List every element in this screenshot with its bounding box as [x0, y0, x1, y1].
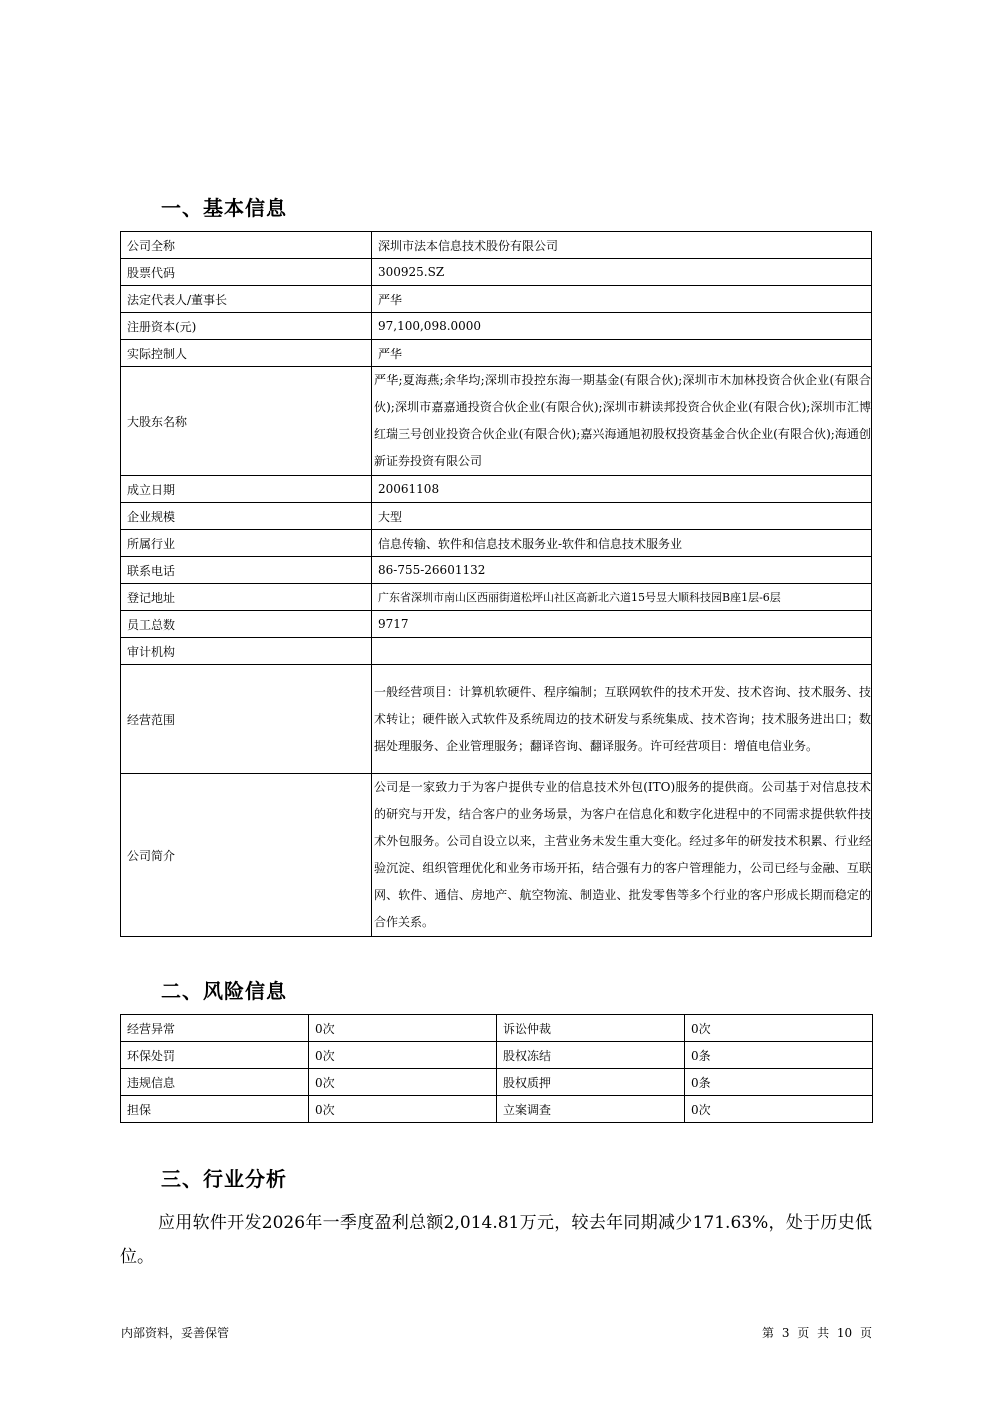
table-row: [121, 774, 872, 937]
table-row: [121, 1015, 873, 1042]
risk-value: 0次: [309, 1069, 497, 1096]
risk-label: 违规信息: [121, 1069, 309, 1096]
industry-analysis-text: 应用软件开发2026年一季度盈利总额2,014.81万元，较去年同期减少171.63%，处于历史低位。: [120, 1213, 872, 1267]
risk-value: 0次: [309, 1015, 497, 1042]
table-row: [121, 1069, 873, 1096]
row-label: 实际控制人: [121, 340, 372, 367]
risk-value: 0条: [685, 1042, 873, 1069]
table-row: [121, 530, 872, 557]
row-label: 成立日期: [121, 476, 372, 503]
row-label: 法定代表人/董事长: [121, 286, 372, 313]
row-value: 严华: [372, 286, 872, 313]
row-value: 20061108: [372, 476, 872, 503]
risk-label: 诉讼仲裁: [497, 1015, 685, 1042]
row-label: 公司全称: [121, 232, 372, 259]
table-row: [121, 584, 872, 611]
row-value: 严华: [372, 340, 872, 367]
row-label: 登记地址: [121, 584, 372, 611]
row-value: 97,100,098.0000: [372, 313, 872, 340]
risk-label: 环保处罚: [121, 1042, 309, 1069]
row-value: [372, 638, 872, 665]
table-row: [121, 476, 872, 503]
row-value: 广东省深圳市南山区西丽街道松坪山社区高新北六道15号昱大顺科技园B座1层-6层: [372, 584, 872, 611]
risk-value: 0次: [685, 1096, 873, 1123]
row-label: 经营范围: [121, 665, 372, 774]
row-label: 企业规模: [121, 503, 372, 530]
risk-label: 股权冻结: [497, 1042, 685, 1069]
row-value: 信息传输、软件和信息技术服务业-软件和信息技术服务业: [372, 530, 872, 557]
row-label: 大股东名称: [121, 367, 372, 476]
risk-value: 0次: [309, 1042, 497, 1069]
row-label: 注册资本(元): [121, 313, 372, 340]
row-value: 严华;夏海燕;余华均;深圳市投控东海一期基金(有限合伙);深圳市木加林投资合伙企业(有限合伙);深圳市嘉嘉通投资合伙企业(有限合伙);深圳市耕读邦投资合伙企业(有限合伙);深圳市汇博红瑞三号创业投资合伙企业(有限合伙);嘉兴海通旭初股权投资基金合伙企业(有限合伙);海通创新证券投资有限公司: [372, 367, 872, 476]
row-label: 员工总数: [121, 611, 372, 638]
section-title-risk-info: 二、风险信息: [161, 979, 287, 1003]
table-row: [121, 1042, 873, 1069]
table-row: [121, 503, 872, 530]
table-row: [121, 367, 872, 476]
table-row: [121, 611, 872, 638]
row-value: 一般经营项目：计算机软硬件、程序编制；互联网软件的技术开发、技术咨询、技术服务、技术转让；硬件嵌入式软件及系统周边的技术研发与系统集成、技术咨询；技术服务进出口；数据处理服务、企业管理服务；翻译咨询、翻译服务。许可经营项目：增值电信业务。: [372, 665, 872, 774]
row-label: 联系电话: [121, 557, 372, 584]
table-row: [121, 557, 872, 584]
footer-page-number: 第 3 页 共 10 页: [762, 1326, 872, 1340]
table-row: [121, 638, 872, 665]
table-row: [121, 340, 872, 367]
risk-label: 立案调查: [497, 1096, 685, 1123]
risk-label: 担保: [121, 1096, 309, 1123]
row-value: 公司是一家致力于为客户提供专业的信息技术外包(ITO)服务的提供商。公司基于对信息技术的研究与开发，结合客户的业务场景，为客户在信息化和数字化进程中的不同需求提供软件技术外包服务。公司自设立以来，主营业务未发生重大变化。经过多年的研发技术积累、行业经验沉淀、组织管理优化和业务市场开拓，结合强有力的客户管理能力，公司已经与金融、互联网、软件、通信、房地产、航空物流、制造业、批发零售等多个行业的客户形成长期而稳定的合作关系。: [372, 774, 872, 937]
row-value: 大型: [372, 503, 872, 530]
row-label: 公司简介: [121, 774, 372, 937]
table-row: [121, 259, 872, 286]
footer-confidential-note: 内部资料，妥善保管: [121, 1326, 230, 1340]
risk-label: 股权质押: [497, 1069, 685, 1096]
row-label: 所属行业: [121, 530, 372, 557]
row-label: 审计机构: [121, 638, 372, 665]
table-row: [121, 313, 872, 340]
table-row: [121, 286, 872, 313]
row-value: 300925.SZ: [372, 259, 872, 286]
row-value: 86-755-26601132: [372, 557, 872, 584]
basic-info-table: [120, 231, 872, 937]
row-label: 股票代码: [121, 259, 372, 286]
risk-value: 0条: [685, 1069, 873, 1096]
table-row: [121, 665, 872, 774]
section-title-industry-analysis: 三、行业分析: [161, 1167, 287, 1191]
risk-value: 0次: [309, 1096, 497, 1123]
row-value: 9717: [372, 611, 872, 638]
section-title-basic-info: 一、基本信息: [161, 196, 287, 220]
risk-label: 经营异常: [121, 1015, 309, 1042]
row-value: 深圳市法本信息技术股份有限公司: [372, 232, 872, 259]
risk-value: 0次: [685, 1015, 873, 1042]
risk-info-table: [120, 1014, 873, 1123]
table-row: [121, 232, 872, 259]
table-row: [121, 1096, 873, 1123]
